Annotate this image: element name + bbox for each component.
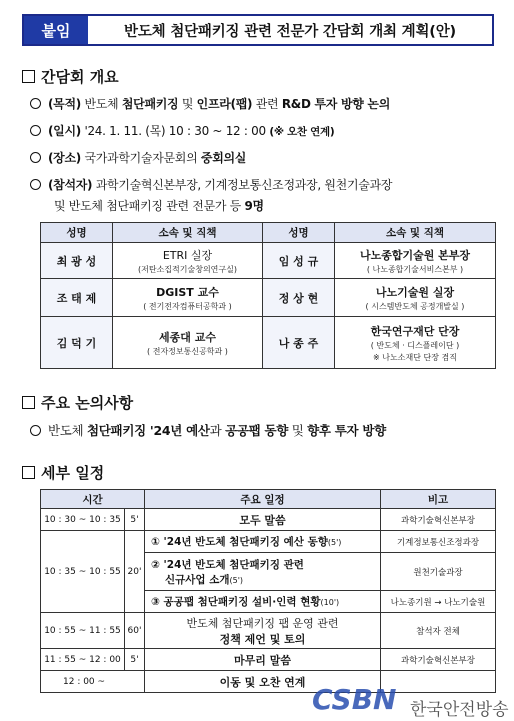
document-title: 반도체 첨단패키징 관련 전문가 간담회 개최 계획(안) <box>124 23 456 40</box>
table-row: 10 : 30 ~ 10 : 35 5' 모두 말씀 과학기술혁신본부장 <box>41 509 496 531</box>
section-schedule: 세부 일정 <box>22 462 104 483</box>
participants-table: 성명 소속 및 직책 성명 소속 및 직책 최 광 성 ETRI 실장 (저탄소집적기술창의연구실) 임 성 규 나노종합기술원 본부장 ( 나노종합기술서비스본부 ) 조 태 제 DGIST 교수 ( 전기전자컴퓨터공학과 ) 정 상 현 나노기술원 실장 ( 시스템반도체 공정개발실 ) 김 덕 기 세종대 교수 ( 전자정보통신공학과 ) 나 종 주 한국연구재단 단장 ( 반도체 · 디스플레이단 ) ※ 나노소재단 단장 겸직 <box>40 222 496 369</box>
circle-bullet-icon <box>30 98 41 109</box>
title-bar <box>22 14 494 46</box>
date-line: (일시) '24. 1. 11. (목) 10 : 30 ~ 12 : 00 (※ 오찬 연계) <box>30 122 334 139</box>
section-overview: 간담회 개요 <box>22 66 119 87</box>
table-row: 12 : 00 ~ 이동 및 오찬 연계 <box>41 671 496 693</box>
schedule-table: 시간 주요 일정 비고 10 : 30 ~ 10 : 35 5' 모두 말씀 과학기술혁신본부장 10 : 35 ~ 10 : 55 20' ① '24년 반도체 첨단패키징 예산 동향(5') 기계정보통신조정과장 ② '24년 반도체 첨단패키징 관련 신규사업 소개(5') 원천기술과장 ③ 공공팹 첨단패키징 설비·인력 현황(10') 나노종기원 → 나노기술원 10 : 55 ~ 11 : 55 60' 반도체 첨단패키징 팹 운영 관련 정책 제언 및 토의 참석자 전체 11 : 55 ~ 12 : 00 5' 마무리 말씀 과학기술혁신본부장 12 : 00 ~ 이동 및 오찬 연계 <box>40 489 496 693</box>
circle-bullet-icon <box>30 179 41 190</box>
table-row: 10 : 35 ~ 10 : 55 20' ① '24년 반도체 첨단패키징 예산 동향(5') 기계정보통신조정과장 <box>41 531 496 553</box>
table-row: 김 덕 기 세종대 교수 ( 전자정보통신공학과 ) 나 종 주 한국연구재단 단장 ( 반도체 · 디스플레이단 ) ※ 나노소재단 단장 겸직 <box>41 317 496 369</box>
table-row: 조 태 제 DGIST 교수 ( 전기전자컴퓨터공학과 ) 정 상 현 나노기술원 실장 ( 시스템반도체 공정개발실 ) <box>41 279 496 317</box>
watermark-logo-text: CSBN <box>312 683 397 716</box>
table-row: 11 : 55 ~ 12 : 00 5' 마무리 말씀 과학기술혁신본부장 <box>41 649 496 671</box>
place-line: (장소) 국가과학기술자문회의 중회의실 <box>30 149 246 166</box>
csbn-watermark-logo <box>312 683 514 721</box>
circle-bullet-icon <box>30 425 41 436</box>
attachment-tag: 붙임 <box>24 16 88 44</box>
square-bullet-icon <box>22 466 35 479</box>
circle-bullet-icon <box>30 125 41 136</box>
square-bullet-icon <box>22 70 35 83</box>
topics-line: 반도체 첨단패키징 '24년 예산과 공공팹 동향 및 향후 투자 방향 <box>30 421 386 439</box>
watermark-text: 한국안전방송 <box>410 700 509 720</box>
square-bullet-icon <box>22 396 35 409</box>
section-topics: 주요 논의사항 <box>22 392 133 413</box>
table-row: 최 광 성 ETRI 실장 (저탄소집적기술창의연구실) 임 성 규 나노종합기술원 본부장 ( 나노종합기술서비스본부 ) <box>41 243 496 279</box>
attendees-line: (참석자) 과학기술혁신본부장, 기계정보통신조정과장, 원천기술과장 <box>30 176 392 193</box>
table-row: ③ 공공팹 첨단패키징 설비·인력 현황(10') 나노종기원 → 나노기술원 <box>41 591 496 613</box>
circle-bullet-icon <box>30 152 41 163</box>
table-row: ② '24년 반도체 첨단패키징 관련 신규사업 소개(5') 원천기술과장 <box>41 553 496 591</box>
table-row: 10 : 55 ~ 11 : 55 60' 반도체 첨단패키징 팹 운영 관련 정책 제언 및 토의 참석자 전체 <box>41 613 496 649</box>
attendees-line-2: 및 반도체 첨단패키징 관련 전문가 등 9명 <box>54 199 264 213</box>
purpose-line: (목적) 반도체 첨단패키징 및 인프라(팹) 관련 R&D 투자 방향 논의 <box>30 95 390 112</box>
